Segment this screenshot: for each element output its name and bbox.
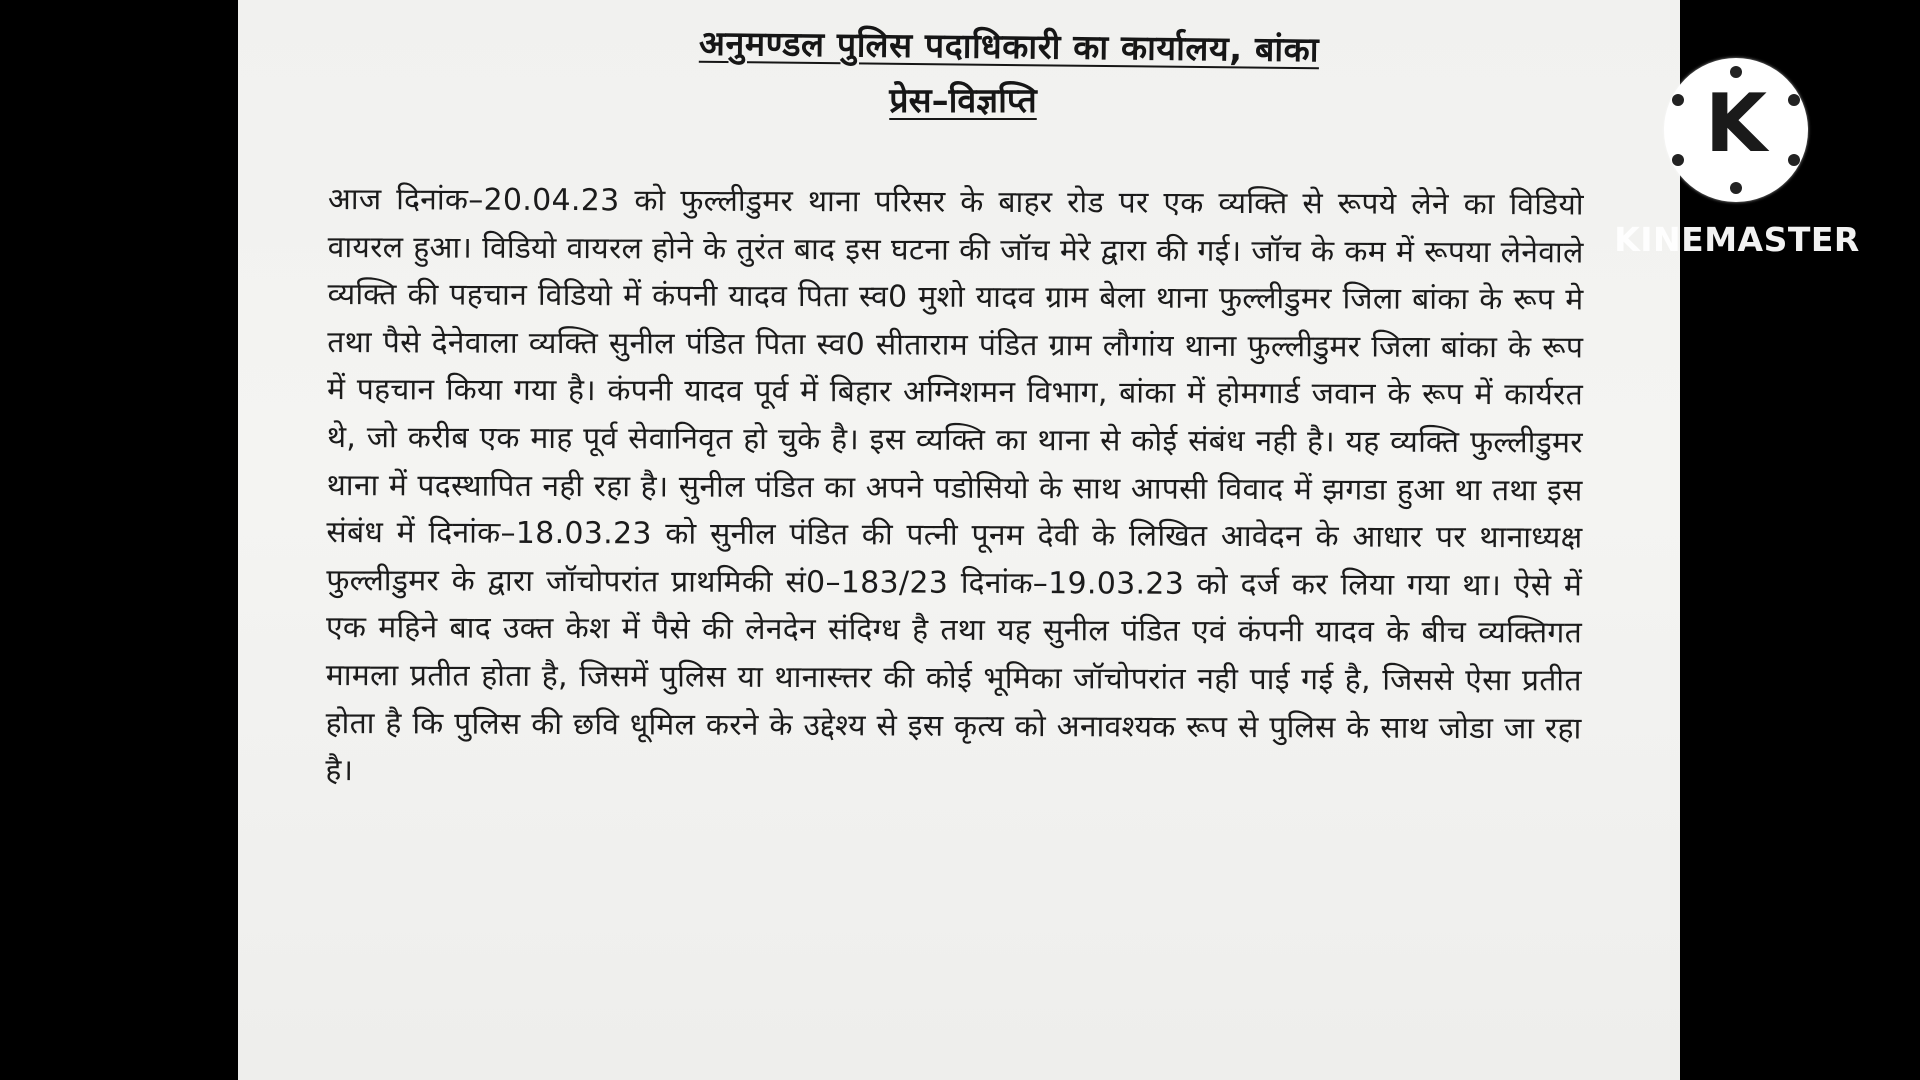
document-heading [238, 22, 1680, 122]
kinemaster-watermark [1612, 52, 1862, 272]
document-body: आज दिनांक–20.04.23 को फुल्लीडुमर थाना परिसर के बाहर रोड पर एक व्यक्ति से रूपये लेने का विडियो वायरल हुआ। विडियो वायरल होने के तुरंत बाद इस घटना की जॉच मेरे द्वारा की गई। जॉच के कम में रूपया लेनेवाले व्यक्ति की पहचान विडियो में कंपनी यादव पिता स्व0 मुशो यादव ग्राम बेला थाना फुल्लीडुमर जिला बांका के रूप मे तथा पैसे देनेवाला व्यक्ति सुनील पंडित पिता स्व0 सीताराम पंडित ग्राम लौगांय थाना फुल्लीडुमर जिला बांका के रूप में पहचान किया गया है। कंपनी यादव पूर्व में बिहार अग्निशमन विभाग, बांका में होमगार्ड जवान के रूप में कार्यरत थे, जो करीब एक माह पूर्व सेवानिवृत हो चुके है। इस व्यक्ति का थाना से कोई संबंध नही है। यह व्यक्ति फुल्लीडुमर थाना में पदस्थापित नही रहा है। सुनील पंडित का अपने पडोसियो के साथ आपसी विवाद में झगडा हुआ था तथा इस संबंध में दिनांक–18.03.23 को सुनील पंडित की पत्नी पूनम देवी के लिखित आवेदन के आधार पर थानाध्यक्ष फुल्लीडुमर के द्वारा जॉचोपरांत प्राथमिकी सं0–183/23 दिनांक–19.03.23 को दर्ज कर लिया गया था। ऐसे में एक महिने बाद उक्त केश में पैसे की लेनदेन संदिग्ध है तथा यह सुनील पंडित एवं कंपनी यादव के बीच व्यक्तिगत मामला प्रतीत होता है, जिसमें पुलिस या थानास्त्तर की कोई भूमिका जॉचोपरांत नही पाई गई है, जिससे ऐसा प्रतीत होता है कि पुलिस की छवि धूमिल करने के उद्देश्य से इस कृत्य को अनावश्यक रूप से पुलिस के साथ जोडा जा रहा है। [325, 181, 1584, 789]
office-title: अनुमण्डल पुलिस पदाधिकारी का कार्यालय, बांका [698, 23, 1320, 71]
press-release-title-text: प्रेस–विज्ञप्ति [889, 81, 1037, 121]
document-page [238, 0, 1680, 1080]
press-release-title [246, 76, 1680, 122]
watermark-text: KINEMASTER [1614, 220, 1860, 259]
logo-dot [1730, 182, 1742, 194]
kinemaster-logo-icon [1664, 58, 1808, 202]
logo-letter: K [1705, 77, 1767, 170]
